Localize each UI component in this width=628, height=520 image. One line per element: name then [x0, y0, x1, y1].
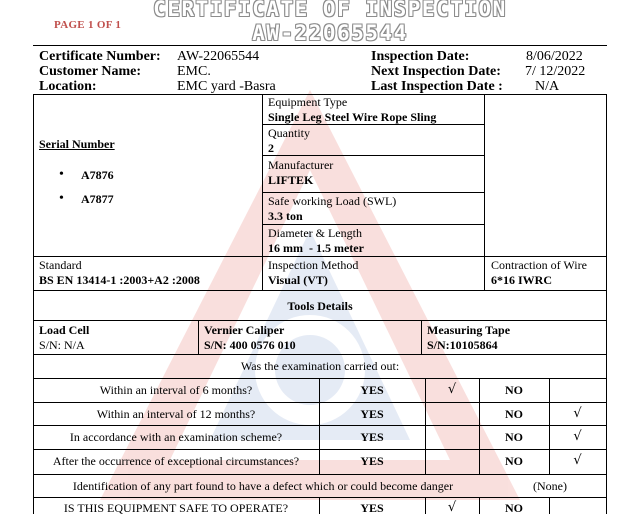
divider-exam-head	[33, 354, 607, 355]
divider-tool-2	[421, 320, 422, 354]
tool-name-2: Vernier Caliper	[204, 323, 285, 337]
check-icon: √	[447, 500, 457, 515]
last-inspection-value: N/A	[535, 79, 560, 94]
safe-question: IS THIS EQUIPMENT SAFE TO OPERATE?	[63, 501, 289, 515]
border-top	[33, 45, 607, 46]
divider-eq3	[262, 192, 484, 193]
swl-label: Safe working Load (SWL)	[268, 194, 397, 208]
method-value: Visual (VT)	[268, 273, 328, 287]
customer-value: EMC.	[177, 64, 211, 79]
exam-no-4: NO	[505, 454, 523, 468]
divider-exam-3	[33, 425, 607, 426]
tools-heading: Tools Details	[287, 299, 353, 313]
manufacturer-label: Manufacturer	[268, 158, 334, 172]
contraction-label: Contraction of Wire	[491, 258, 587, 272]
tool-sn-1: S/N: N/A	[39, 338, 85, 352]
divider-eq2	[262, 155, 484, 156]
standard-value: BS EN 13414-1 :2003+A2 :2008	[39, 273, 200, 287]
bullet-icon: •	[59, 191, 64, 206]
divider-exam-4	[33, 449, 607, 450]
divider-exam-2	[33, 402, 607, 403]
last-inspection-label: Last Inspection Date :	[371, 79, 503, 94]
defect-question: Identification of any part found to have a defect which or could become danger	[72, 479, 454, 493]
safe-no: NO	[505, 501, 523, 515]
equipment-type-value: Single Leg Steel Wire Rope Sling	[268, 110, 437, 124]
inspection-date-label: Inspection Date:	[371, 49, 470, 64]
diameter-value: 16 mm - 1.5 meter	[268, 241, 364, 255]
bullet-icon: •	[59, 167, 64, 182]
divider-col-a	[262, 94, 263, 290]
divider-tool-1	[198, 320, 199, 354]
equipment-type-label: Equipment Type	[268, 95, 348, 109]
exam-heading: Was the examination carried out:	[240, 359, 400, 373]
check-icon: √	[573, 406, 582, 421]
contraction-value: 6*16 IWRC	[491, 273, 553, 287]
serial-item-2: A7877	[81, 192, 114, 206]
exam-yes-1: YES	[360, 383, 384, 397]
title-line-1: CERTIFICATE OF INSPECTION	[153, 0, 507, 21]
exam-question-2: Within an interval of 12 months?	[96, 407, 256, 421]
safe-yes: YES	[360, 501, 384, 515]
exam-no-3: NO	[505, 430, 523, 444]
quantity-label: Quantity	[268, 126, 310, 140]
next-inspection-value: 7/ 12/2022	[525, 64, 586, 79]
cert-number-value: AW-22065544	[177, 49, 260, 64]
cert-number-label: Certificate Number:	[39, 49, 161, 64]
tool-name-1: Load Cell	[39, 323, 90, 337]
title-line-2: AW-22065544	[252, 21, 408, 45]
divider-tools-row	[33, 320, 607, 321]
divider-standard	[33, 256, 607, 257]
exam-question-1: Within an interval of 6 months?	[99, 383, 253, 397]
quantity-value: 2	[268, 141, 274, 155]
exam-question-4: After the occurrence of exceptional circumstances?	[52, 454, 300, 468]
exam-question-3: In accordance with an examination scheme?	[69, 430, 283, 444]
divider-safe-c4	[549, 497, 550, 514]
tool-name-3: Measuring Tape	[427, 323, 511, 337]
tool-sn-3: S/N:10105864	[427, 338, 498, 352]
manufacturer-value: LIFTEK	[268, 173, 314, 187]
next-inspection-label: Next Inspection Date:	[371, 64, 501, 79]
divider-col-b	[484, 94, 485, 290]
standard-label: Standard	[39, 258, 82, 272]
swl-value: 3.3 ton	[268, 209, 303, 223]
exam-yes-2: YES	[360, 407, 384, 421]
inspection-date-value: 8/06/2022	[526, 49, 583, 64]
certificate-title	[120, 0, 540, 45]
method-label: Inspection Method	[268, 258, 359, 272]
divider-exam-1	[33, 378, 607, 379]
exam-yes-3: YES	[360, 430, 384, 444]
location-label: Location:	[39, 79, 97, 94]
page-label: PAGE 1 OF 1	[54, 19, 122, 31]
tool-sn-2: S/N: 400 0576 010	[204, 338, 296, 352]
exam-yes-4: YES	[360, 454, 384, 468]
defect-answer: (None)	[533, 479, 567, 493]
serial-item-1: A7876	[81, 168, 114, 182]
check-icon: √	[573, 429, 582, 444]
serial-label: Serial Number	[39, 137, 115, 151]
check-icon: √	[573, 453, 582, 468]
exam-no-2: NO	[505, 407, 523, 421]
divider-tools-head	[33, 290, 607, 291]
location-value: EMC yard -Basra	[177, 79, 276, 94]
divider-eq4	[262, 224, 484, 225]
check-icon: √	[447, 382, 457, 397]
divider-defect	[33, 497, 607, 498]
divider-exam-5	[33, 474, 607, 475]
diameter-label: Diameter & Length	[268, 226, 362, 240]
customer-label: Customer Name:	[39, 64, 141, 79]
exam-no-1: NO	[505, 383, 523, 397]
